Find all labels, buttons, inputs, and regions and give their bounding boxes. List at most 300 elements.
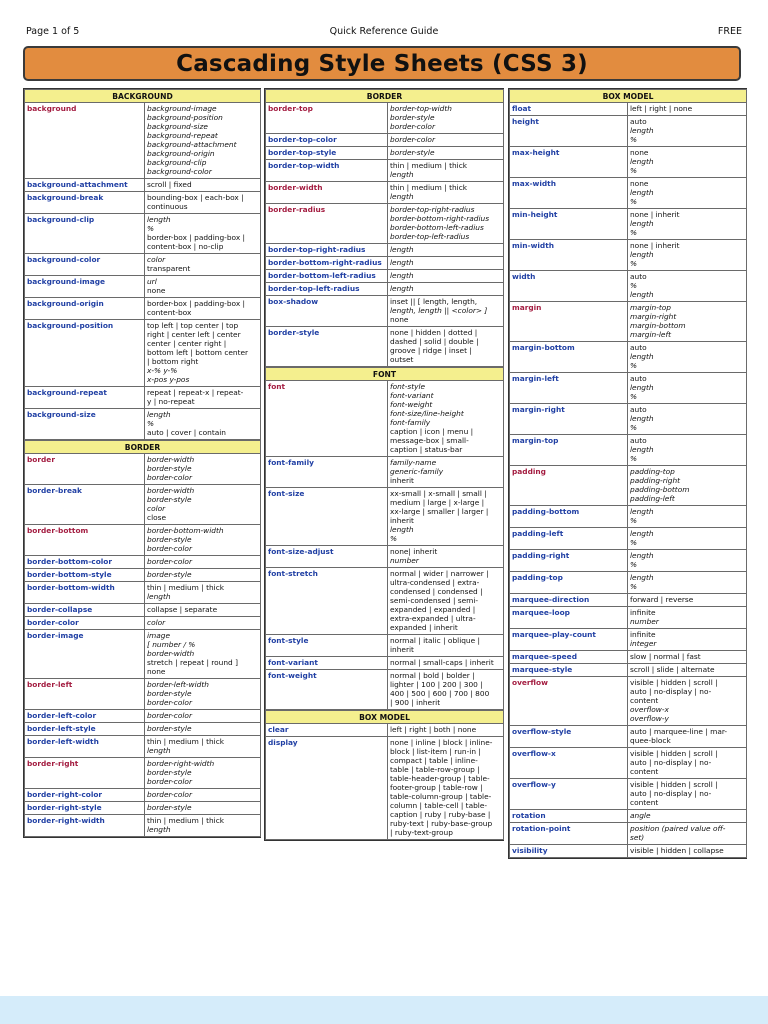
value-line: generic-family [390,467,444,476]
property-name: font-variant [266,657,388,670]
value-line: content [630,798,659,807]
property-values [145,736,261,758]
property-name: border-top-width [266,160,388,182]
value-line: overflow-x [630,705,669,714]
value-line: none | inherit [630,241,680,250]
property-name: border-style [266,327,388,367]
value-line: % [630,281,638,290]
property-values [145,556,261,569]
property-name: font-style [266,635,388,657]
property-name: clear [266,724,388,737]
property-name: display [266,737,388,840]
property-values [388,327,504,367]
value-line: color [147,618,166,627]
value-line: border-top-right-radius [390,205,475,214]
value-line: bottom left | bottom center [147,348,249,357]
property-row [266,327,504,367]
value-line: % [630,538,638,547]
property-name: background-image [25,276,145,298]
property-values [145,758,261,789]
property-row [25,604,261,617]
value-line: close [147,513,167,522]
property-values [388,568,504,635]
property-row [510,823,747,845]
property-name: border-left [25,679,145,710]
property-row [510,845,747,858]
property-row [510,302,747,342]
value-line: position (paired value off- [630,824,726,833]
value-line: [ number / % [147,640,196,649]
property-values [145,454,261,485]
property-row [25,736,261,758]
value-line: padding-bottom [630,485,690,494]
property-values [388,134,504,147]
value-line: table-header-group | table- [390,774,490,783]
property-row [510,404,747,435]
property-row [266,182,504,204]
value-line: margin-left [630,330,671,339]
value-line: length [147,825,171,834]
value-line: length [630,507,654,516]
property-values [388,147,504,160]
property-row [510,748,747,779]
property-row [510,651,747,664]
value-line: none [147,286,166,295]
property-values [628,240,747,271]
value-line: ruby-text | ruby-base-group [390,819,493,828]
property-values [145,604,261,617]
property-name: overflow-style [510,726,628,748]
property-row [510,373,747,404]
value-line: length [390,284,414,293]
property-values [628,748,747,779]
value-line: infinite [630,630,656,639]
property-row [266,670,504,710]
property-values [628,629,747,651]
property-name: overflow [510,677,628,726]
value-line: bounding-box | each-box | [147,193,244,202]
value-line: length [630,529,654,538]
value-line: number [390,556,419,565]
property-name: overflow-x [510,748,628,779]
property-values [145,815,261,837]
property-values [628,147,747,178]
property-row [25,582,261,604]
value-line: % [630,197,638,206]
value-line: content-box [147,308,192,317]
property-values [388,160,504,182]
property-values [388,381,504,457]
property-row [25,630,261,679]
value-line: auto | cover | contain [147,428,226,437]
value-line: border-box | padding-box | [147,233,246,242]
value-line: message-box | small- [390,436,469,445]
value-line: length [630,250,654,259]
property-name: border-bottom-right-radius [266,257,388,270]
value-line: border-width [147,649,195,658]
property-values [388,457,504,488]
value-line: content [630,696,659,705]
value-line: font-variant [390,391,434,400]
value-line: visible | hidden | collapse [630,846,724,855]
property-row [510,506,747,528]
property-values [145,802,261,815]
property-row [510,209,747,240]
value-line: % [147,419,155,428]
value-line: auto [630,405,647,414]
value-line: length [630,445,654,454]
property-name: border-left-style [25,723,145,736]
value-line: border-bottom-right-radius [390,214,490,223]
value-line: margin-top [630,303,671,312]
property-values [628,550,747,572]
property-name: margin [510,302,628,342]
value-line: normal | bold | bolder | [390,671,475,680]
value-line: number [630,617,659,626]
page-header [26,26,742,40]
page-title: Cascading Style Sheets (CSS 3) [176,51,588,77]
value-line: length [390,170,414,179]
property-name: background-origin [25,298,145,320]
property-values [145,214,261,254]
property-values [145,409,261,440]
value-line: caption | ruby | ruby-base | [390,810,491,819]
column-1 [23,88,261,838]
property-row [510,271,747,302]
property-row [510,572,747,594]
value-line: border-width [147,455,195,464]
property-name: border-break [25,485,145,525]
property-name: visibility [510,845,628,858]
property-row [25,679,261,710]
property-name: border-top-style [266,147,388,160]
property-values [388,488,504,546]
property-row [25,485,261,525]
value-line: medium | large | x-large | [390,498,485,507]
property-values [628,845,747,858]
value-line: content-box | no-clip [147,242,224,251]
value-line: border-width [147,486,195,495]
property-values [388,737,504,840]
value-line: url [147,277,157,286]
value-line: | 900 | inherit [390,698,441,707]
value-line: 400 | 500 | 600 | 700 | 800 [390,689,490,698]
value-line: length [147,215,171,224]
property-values [145,103,261,179]
property-values [145,525,261,556]
value-line: % [630,361,638,370]
property-row [266,204,504,244]
property-row [266,488,504,546]
property-values [145,179,261,192]
property-values [145,254,261,276]
property-row [510,116,747,147]
value-line: angle [630,811,651,820]
property-name: width [510,271,628,302]
value-line: none [390,315,409,324]
value-line: border-style [390,113,435,122]
value-line: extra-expanded | ultra- [390,614,476,623]
value-line: auto | no-display | no- [630,758,712,767]
value-line: auto [630,343,647,352]
property-row [25,320,261,387]
property-values [628,373,747,404]
property-values [628,779,747,810]
value-line: font-weight [390,400,433,409]
value-line: normal | italic | oblique | [390,636,481,645]
property-name: border-top [266,103,388,134]
value-line: length [630,352,654,361]
property-values [388,670,504,710]
property-name: background-break [25,192,145,214]
property-values [145,192,261,214]
value-line: % [630,423,638,432]
value-line: set) [630,833,645,842]
property-row [510,677,747,726]
value-line: length [630,219,654,228]
value-line: none [630,148,649,157]
value-line: border-style [147,803,192,812]
property-name: border-top-left-radius [266,283,388,296]
value-line: % [630,560,638,569]
value-line: border-color [147,790,192,799]
property-values [628,594,747,607]
property-row [266,737,504,840]
property-name: background-repeat [25,387,145,409]
property-name: background-attachment [25,179,145,192]
value-line: groove | ridge | inset | [390,346,472,355]
value-line: left | right | both | none [390,725,477,734]
property-row [510,810,747,823]
value-line: visible | hidden | scroll | [630,678,718,687]
value-line: content [630,767,659,776]
value-line: border-style [147,570,192,579]
property-name: margin-right [510,404,628,435]
value-line: margin-right [630,312,677,321]
value-line: % [630,135,638,144]
value-line: border-color [390,122,435,131]
property-name: border-bottom-style [25,569,145,582]
property-name: border-bottom [25,525,145,556]
property-values [388,103,504,134]
property-values [388,296,504,327]
property-row [25,525,261,556]
value-line: padding-left [630,494,675,503]
property-name: font-size [266,488,388,546]
value-line: length [390,525,414,534]
property-row [25,789,261,802]
property-values [145,617,261,630]
value-line: length [630,188,654,197]
property-row [25,556,261,569]
property-row [510,528,747,550]
property-values [628,528,747,550]
property-name: min-height [510,209,628,240]
property-row [510,664,747,677]
value-line: transparent [147,264,191,273]
property-values [628,404,747,435]
property-row [266,657,504,670]
property-values [145,276,261,298]
property-values [628,664,747,677]
property-values [388,182,504,204]
property-values [628,677,747,726]
value-line: border-left-width [147,680,209,689]
value-line: auto [630,117,647,126]
value-line: integer [630,639,657,648]
property-values [628,651,747,664]
value-line: normal | wider | narrower | [390,569,489,578]
property-name: border [25,454,145,485]
value-line: length [630,157,654,166]
property-row [510,550,747,572]
property-values [388,283,504,296]
property-row [266,635,504,657]
property-name: margin-top [510,435,628,466]
value-line: color [147,504,166,513]
property-name: font-size-adjust [266,546,388,568]
value-line: border-style [147,689,192,698]
value-line: border-style [147,495,192,504]
value-line: normal | small-caps | inherit [390,658,494,667]
value-line: length [147,746,171,755]
value-line: background-position [147,113,223,122]
column-3 [508,88,747,859]
guide-label: Quick Reference Guide [329,26,439,37]
value-line: visible | hidden | scroll | [630,780,718,789]
value-line: border-color [147,777,192,786]
property-row [25,276,261,298]
property-name: float [510,103,628,116]
property-row [266,103,504,134]
property-values [145,582,261,604]
value-line: background-origin [147,149,215,158]
column-2 [264,88,504,841]
value-line: border-color [147,698,192,707]
property-row [266,457,504,488]
value-line: repeat | repeat-x | repeat- [147,388,244,397]
value-line: x-% y-% [147,366,178,375]
value-line: inherit [390,645,414,654]
property-row [25,454,261,485]
value-line: border-style [147,464,192,473]
property-name: padding [510,466,628,506]
value-line: lighter | 100 | 200 | 300 | [390,680,483,689]
value-line: none | hidden | dotted | [390,328,478,337]
value-line: thin | medium | thick [147,583,225,592]
value-line: font-size/line-height [390,409,464,418]
property-name: marquee-loop [510,607,628,629]
property-name: margin-left [510,373,628,404]
value-line: background-image [147,104,217,113]
property-row [25,723,261,736]
value-line: length, length || <color> ] [390,306,488,315]
value-line: % [630,228,638,237]
property-row [25,192,261,214]
property-name: font [266,381,388,457]
value-line: length [630,290,654,299]
property-row [25,710,261,723]
property-values [628,209,747,240]
value-line: semi-condensed | semi- [390,596,479,605]
property-name: font-weight [266,670,388,710]
property-row [510,240,747,271]
section-heading: BOX MODEL [510,90,747,103]
section-heading: BACKGROUND [25,90,261,103]
property-name: border-top-right-radius [266,244,388,257]
property-row [266,724,504,737]
property-row [25,103,261,179]
property-row [25,298,261,320]
property-values [628,342,747,373]
property-row [266,270,504,283]
value-line: border-color [390,135,435,144]
property-row [266,134,504,147]
section-heading: FONT [266,368,504,381]
property-name: padding-top [510,572,628,594]
property-name: max-width [510,178,628,209]
reference-table [509,89,747,858]
property-name: border-right-style [25,802,145,815]
value-line: font-style [390,382,426,391]
property-values [628,271,747,302]
property-row [25,569,261,582]
value-line: infinite [630,608,656,617]
value-line: forward | reverse [630,595,694,604]
property-row [25,387,261,409]
property-name: padding-bottom [510,506,628,528]
property-row [510,342,747,373]
value-line: border-right-width [147,759,215,768]
property-values [145,630,261,679]
value-line: % [630,516,638,525]
value-line: continuous [147,202,188,211]
property-name: marquee-style [510,664,628,677]
property-values [388,657,504,670]
property-values [145,569,261,582]
price-label: FREE [717,26,742,37]
value-line: none | inherit [630,210,680,219]
value-line: column | table-cell | table- [390,801,488,810]
value-line: image [147,631,171,640]
value-line: border-color [147,557,192,566]
property-name: background-color [25,254,145,276]
value-line: border-color [147,473,192,482]
value-line: background-size [147,122,208,131]
property-name: height [510,116,628,147]
property-name: rotation-point [510,823,628,845]
value-line: condensed | condensed | [390,587,483,596]
value-line: background-repeat [147,131,218,140]
property-values [388,204,504,244]
property-name: border-collapse [25,604,145,617]
property-values [388,546,504,568]
property-row [25,802,261,815]
property-values [145,485,261,525]
value-line: compact | table | inline- [390,756,478,765]
property-row [510,779,747,810]
property-row [25,409,261,440]
value-line: table | table-row-group | [390,765,480,774]
value-line: auto | marquee-line | mar- [630,727,728,736]
property-name: background-position [25,320,145,387]
value-line: inherit [390,476,414,485]
property-values [628,178,747,209]
property-values [388,270,504,283]
property-row [266,546,504,568]
property-name: background-clip [25,214,145,254]
value-line: none [147,667,166,676]
